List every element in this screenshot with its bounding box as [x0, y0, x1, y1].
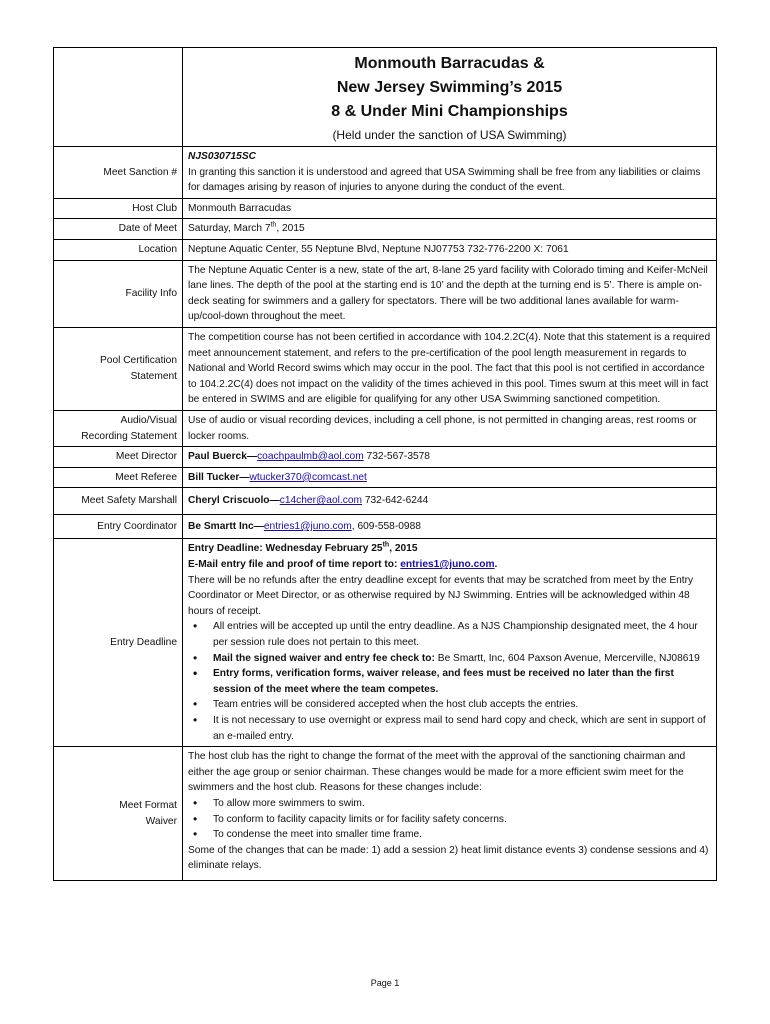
row-date — [54, 219, 717, 240]
deadline-line2-post: . — [494, 559, 498, 571]
header-label-cell — [54, 48, 183, 147]
marshall-email-link[interactable]: c14cher@aol.com — [279, 495, 362, 507]
referee-email-link[interactable]: wtucker370@comcast.net — [249, 471, 367, 483]
value-facility: The Neptune Aquatic Center is a new, state of the art, 8-lane 25 yard facility with Colorado timing and Keifer-McNeil lane lines. The depth of the pool at the starting end is 10’ and the depth at the turning end is 5’. There is ample on-deck seating for swimmers and a gallery for spectators. There will be two additional lanes available for warm-up/cool-down throughout the meet. — [183, 260, 717, 327]
date-sup: th — [270, 221, 277, 229]
deadline-line1-pre: Entry Deadline: Wednesday February 25 — [188, 543, 383, 555]
row-host — [54, 198, 717, 219]
deadline-bullet-3: • Entry forms, verification forms, waiver release, and fees must be received no later than the first session of the meet where the team competes. — [213, 666, 711, 697]
label-format-1: Meet Format — [119, 799, 177, 811]
value-audio: Use of audio or visual recording devices, including a cell phone, is not permitted in changing areas, rest rooms or locker rooms. — [183, 410, 717, 446]
label-director: Meet Director — [54, 447, 183, 468]
row-pool-cert — [54, 327, 717, 410]
row-format — [54, 747, 717, 881]
header-row — [54, 48, 717, 147]
deadline-line1-sup: th — [382, 542, 390, 550]
title-line-3: 8 & Under Mini Championships — [331, 103, 568, 120]
value-host: Monmouth Barracudas — [183, 198, 717, 219]
value-coordinator — [183, 514, 717, 539]
sanction-text: In granting this sanction it is understood and agreed that USA Swimming shall be free from any liabilities or claims for damages arising by reason of injuries to anyone during the conduct of the event. — [188, 166, 701, 194]
row-marshall — [54, 488, 717, 515]
director-phone: 732-567-3578 — [363, 451, 430, 463]
deadline-bullet2-rest: Be Smartt, Inc, 604 Paxson Avenue, Mercerville, NJ08619 — [434, 652, 700, 664]
row-referee — [54, 467, 717, 488]
header-cell — [183, 48, 717, 147]
deadline-bullet-5: • It is not necessary to use overnight or express mail to send hard copy and check, which are sent in support of an e-mailed entry. — [213, 713, 711, 744]
label-pool-cert — [54, 327, 183, 410]
row-director — [54, 447, 717, 468]
label-format-2: Waiver — [145, 815, 177, 827]
label-format — [54, 747, 183, 881]
title-line-2: New Jersey Swimming’s 2015 — [336, 79, 563, 96]
director-email-link[interactable]: coachpaulmb@aol.com — [257, 451, 364, 463]
value-deadline — [183, 539, 717, 747]
coordinator-name: Be Smartt Inc— — [188, 520, 264, 532]
value-date — [183, 219, 717, 240]
label-pool-cert-1: Pool Certification — [99, 355, 177, 367]
value-format — [183, 747, 717, 881]
row-location — [54, 239, 717, 260]
deadline-bullet-4: • Team entries will be considered accepted when the host club accepts the entries. — [213, 697, 711, 713]
label-deadline: Entry Deadline — [54, 539, 183, 747]
label-location: Location — [54, 239, 183, 260]
deadline-line-1 — [188, 541, 711, 557]
coordinator-email-link[interactable]: entries1@juno.com — [263, 520, 352, 532]
label-facility: Facility Info — [54, 260, 183, 327]
sanction-code: NJS030715SC — [188, 151, 256, 162]
label-pool-cert-2: Statement — [130, 370, 177, 382]
row-audio — [54, 410, 717, 446]
deadline-bullet-list — [188, 619, 711, 744]
value-referee — [183, 467, 717, 488]
coordinator-phone: , 609-558-0988 — [351, 520, 421, 532]
value-location: Neptune Aquatic Center, 55 Neptune Blvd, Neptune NJ07753 732-776-2200 X: 7061 — [183, 239, 717, 260]
referee-name: Bill Tucker— — [188, 471, 250, 483]
date-post: , 2015 — [276, 223, 305, 235]
row-coordinator — [54, 514, 717, 539]
format-paragraph: The host club has the right to change the format of the meet with the approval of the sanctioning chairman and either the age group or senior chairman. These changes would be made for a more efficient swim meet for the swimmers and the host club. Reasons for these changes include: — [188, 751, 686, 794]
format-bullet-list — [188, 796, 711, 843]
deadline-line-2 — [188, 557, 711, 573]
row-deadline — [54, 539, 717, 747]
label-referee: Meet Referee — [54, 467, 183, 488]
marshall-phone: 732-642-6244 — [361, 495, 429, 507]
marshall-name: Cheryl Criscuolo— — [188, 495, 280, 507]
title-line-1: Monmouth Barracudas & — [354, 55, 545, 72]
row-facility — [54, 260, 717, 327]
subtitle: (Held under the sanction of USA Swimming) — [332, 128, 567, 142]
label-audio-2: Recording Statement — [81, 430, 177, 442]
value-sanction — [183, 147, 717, 199]
label-host: Host Club — [54, 198, 183, 219]
label-date: Date of Meet — [54, 219, 183, 240]
deadline-paragraph: There will be no refunds after the entry deadline except for events that may be scratched from meet by the Entry Coordinator or Meet Director, or as otherwise required by NJ Swimming. Entries will be acknowledged within 48 hours of receipt. — [188, 574, 694, 617]
deadline-bullet-1: • All entries will be accepted up until the entry deadline. As a NJS Championship designated meet, the 4 hour per session rule does not pertain to this meet. — [213, 619, 711, 650]
deadline-line1-post: , 2015 — [389, 543, 418, 555]
label-marshall: Meet Safety Marshall — [54, 488, 183, 515]
page-number: Page 1 — [370, 978, 400, 988]
value-pool-cert: The competition course has not been certified in accordance with 104.2.2C(4). Note that this statement is a required meet announcement statement, and refers to the pre-certification of the pool length measurement in regards to National and World Record swims which may occur in the pool. The fact that this pool is not certified in accordance to 104.2.2C(4) does not impact on the validity of the times achieved in this pool. Times swum at this meet will in fact be entered in SWIMS and are eligible for qualifying for any other USA Swimming sanctioned competition. — [183, 327, 717, 410]
format-bullet-1: • To allow more swimmers to swim. — [213, 796, 711, 812]
format-bullet-2: • To conform to facility capacity limits or for facility safety concerns. — [213, 812, 711, 828]
label-audio-1: Audio/Visual — [120, 414, 177, 426]
format-closing: Some of the changes that can be made: 1) add a session 2) heat limit distance events 3) condense sessions and 4) eliminate relays. — [188, 844, 709, 872]
format-bullet-3: • To condense the meet into smaller time frame. — [213, 827, 711, 843]
deadline-email-link[interactable]: entries1@juno.com — [400, 559, 495, 571]
deadline-bullet-2 — [213, 651, 711, 667]
value-marshall — [183, 488, 717, 515]
value-director — [183, 447, 717, 468]
label-sanction: Meet Sanction # — [54, 147, 183, 199]
label-audio — [54, 410, 183, 446]
deadline-bullet2-bold: Mail the signed waiver and entry fee check to: — [213, 652, 435, 664]
deadline-line2-pre: E-Mail entry file and proof of time report to: — [188, 559, 401, 571]
date-pre: Saturday, March 7 — [188, 223, 271, 235]
label-coordinator: Entry Coordinator — [54, 514, 183, 539]
row-sanction — [54, 147, 717, 199]
meet-info-table — [53, 47, 717, 881]
director-name: Paul Buerck— — [188, 451, 258, 463]
